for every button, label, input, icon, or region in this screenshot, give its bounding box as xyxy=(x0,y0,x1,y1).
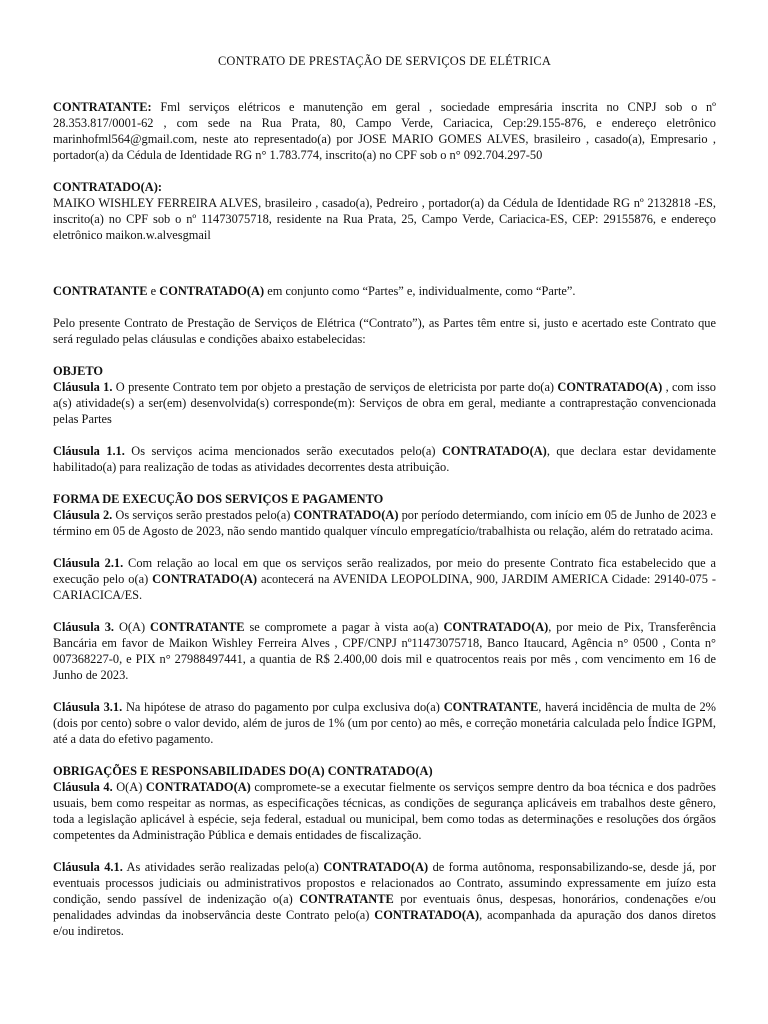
partes-paragraph xyxy=(53,283,716,299)
clausula-1 xyxy=(53,379,716,427)
clausula-1-1-party: CONTRATADO(A) xyxy=(441,444,547,458)
clausula-3-text-c: se compromete a pagar à vista ao(a) xyxy=(244,620,444,634)
clausula-4-label: Cláusula 4. xyxy=(53,780,113,794)
partes-rest: em conjunto como “Partes” e, individualmente, como “Parte”. xyxy=(264,284,576,298)
section-heading-obrigacoes: OBRIGAÇÕES E RESPONSABILIDADES DO(A) CONTRATADO(A) xyxy=(53,764,433,778)
clausula-1-label: Cláusula 1. xyxy=(53,380,113,394)
clausula-1-text-c: , com isso a(s) atividade(s) a ser(em) desenvolvida(s) corresponde(m): Serviços de obra em geral, mediante a contraprestação convencionada pelas Partes xyxy=(53,380,716,426)
contratante-label: CONTRATANTE: xyxy=(53,100,152,114)
clausula-3-1 xyxy=(53,699,716,747)
clausula-2-1-text-c: acontecerá na AVENIDA LEOPOLDINA, 900, JARDIM AMERICA Cidade: 29140-075 - CARIACICA/ES. xyxy=(53,572,716,602)
clausula-4-text-c: compromete-se a executar fielmente os serviços sempre dentro da boa técnica e dos padrões usuais, bem como respeitar as normas, as especificações técnicas, as condições de segurança aplicáveis em trabalhos deste gênero, toda a legislação aplicável à espécie, seja federal, estadual ou municipal, bem como todas as determinações e resoluções dos órgãos competentes da Administração Pública e demais entidades de fiscalização. xyxy=(53,780,716,842)
clausula-3-text-a: O(A) xyxy=(114,620,150,634)
section-heading-forma: FORMA DE EXECUÇÃO DOS SERVIÇOS E PAGAMENTO xyxy=(53,492,384,506)
section-heading-objeto: OBJETO xyxy=(53,364,104,378)
clausula-2-1 xyxy=(53,555,716,603)
clausula-3-label: Cláusula 3. xyxy=(53,620,115,634)
clausula-3-1-text-c: , haverá incidência de multa de 2% (dois por cento) sobre o valor devido, além de juros de 1% (um por cento) ao mês, e correção monetária calculada pelo Índice IGPM, até a data do efetivo pagamento. xyxy=(53,700,716,746)
clausula-4-party: CONTRATADO(A) xyxy=(145,780,251,794)
clausula-4 xyxy=(53,779,716,843)
clausula-4-1-label: Cláusula 4.1. xyxy=(53,860,123,874)
clausula-4-1-text-e: por eventuais ônus, despesas, honorários, condenações e/ou penalidades advindas da inobservância deste Contrato pelo(a) xyxy=(53,892,717,922)
clausula-2-1-text-a: Com relação ao local em que os serviços serão realizados, por meio do presente Contrato fica estabelecido que a execução pelo o(a) xyxy=(53,556,716,586)
clausula-1-text-a: O presente Contrato tem por objeto a prestação de serviços de eletricista por parte do(a) xyxy=(112,380,558,394)
clausula-2-1-label: Cláusula 2.1. xyxy=(53,556,124,570)
clausula-2-1-party: CONTRATADO(A) xyxy=(152,572,258,586)
clausula-4-1-party-c: CONTRATADO(A) xyxy=(374,908,480,922)
clausula-4-1-text-c: de forma autônoma, responsabilizando-se, desde já, por eventuais processos judiciais ou administrativos propostos e relacionados ao Contrato, assumindo expressamente em juízo esta condição, sendo passível de indenização o(a) xyxy=(53,860,716,906)
clausula-2 xyxy=(53,507,716,539)
clausula-4-1-text-a: As atividades serão realizadas pelo(a) xyxy=(122,860,324,874)
clausula-1-1-text-c: , que declara estar devidamente habilitado(a) para realização de todas as atividades decorrentes desta atribuição. xyxy=(53,444,716,474)
clausula-3-text-e: , por meio de Pix, Transferência Bancária em favor de Maikon Wishley Ferreira Alves , CPF/CNPJ nº11473075718, Banco Itaucard, Agência n° 0500 , Conta n° 007368227-0, e PIX n° 27988497441, a quantia de R$ 2.400,00 dois mil e quatrocentos reais por mês , com vencimento em 16 de Junho de 2023. xyxy=(53,620,716,682)
clausula-3-1-label: Cláusula 3.1. xyxy=(53,700,123,714)
clausula-4-1-party-b: CONTRATANTE xyxy=(299,892,394,906)
contratado-text: MAIKO WISHLEY FERREIRA ALVES, brasileiro , casado(a), Pedreiro , portador(a) da Cédula de Identidade RG nº 2132818 -ES, inscrito(a) no CPF sob o nº 11473075718, residente na Rua Prata, 25, Campo Verde, Cariacica-ES, CEP: 29155876, e endereço eletrônico maikon.w.alvesgmail xyxy=(53,196,716,242)
partes-contratante: CONTRATANTE xyxy=(53,284,148,298)
clausula-3-1-text-a: Na hipótese de atraso do pagamento por culpa exclusiva do(a) xyxy=(122,700,444,714)
clausula-2-text-c: por período determiando, com início em 05 de Junho de 2023 e término em 05 de Agosto de 2023, não sendo mantido qualquer vínculo empregatício/trabalhista ou relação, além do retratado acima. xyxy=(53,508,717,538)
clausula-4-1 xyxy=(53,859,716,939)
partes-contratado: CONTRATADO(A) xyxy=(159,284,265,298)
clausula-3 xyxy=(53,619,716,683)
preambulo-paragraph: Pelo presente Contrato de Prestação de Serviços de Elétrica (“Contrato”), as Partes têm entre si, justo e acertado este Contrato que será regulado pelas cláusulas e condições abaixo estabelecidas: xyxy=(53,316,716,346)
clausula-2-text-a: Os serviços serão prestados pelo(a) xyxy=(112,508,294,522)
clausula-1-1-label: Cláusula 1.1. xyxy=(53,444,125,458)
clausula-4-text-a: O(A) xyxy=(112,780,146,794)
partes-e: e xyxy=(147,284,160,298)
clausula-4-1-party-a: CONTRATADO(A) xyxy=(323,860,429,874)
clausula-1-party: CONTRATADO(A) xyxy=(557,380,663,394)
document-title: CONTRATO DE PRESTAÇÃO DE SERVIÇOS DE ELÉTRICA xyxy=(217,54,552,68)
clausula-2-label: Cláusula 2. xyxy=(53,508,113,522)
clausula-2-party: CONTRATADO(A) xyxy=(293,508,399,522)
contratante-paragraph xyxy=(53,99,716,163)
clausula-3-party-b: CONTRATADO(A) xyxy=(443,620,549,634)
clausula-4-1-text-g: , acompanhada da apuração dos danos diretos e/ou indiretos. xyxy=(53,908,717,938)
clausula-3-party-a: CONTRATANTE xyxy=(150,620,245,634)
contratante-text: Fml serviços elétricos e manutenção em geral , sociedade empresária inscrita no CNPJ sob o nº 28.353.817/0001-62 , com sede na Rua Prata, 80, Campo Verde, Cariacica, Cep:29.155-876, e endereço eletrônico marinhofml564@gmail.com, neste ato representado(a) por JOSE MARIO GOMES ALVES, brasileiro , casado(a), Empresario , portador(a) da Cédula de Identidade RG n° 1.783.774, inscrito(a) no CPF sob o n° 092.704.297-50 xyxy=(53,100,716,162)
clausula-1-1 xyxy=(53,443,716,475)
clausula-1-1-text-a: Os serviços acima mencionados serão executados pelo(a) xyxy=(124,444,442,458)
contratado-label: CONTRATADO(A): xyxy=(53,180,162,194)
clausula-3-1-party: CONTRATANTE xyxy=(443,700,539,714)
